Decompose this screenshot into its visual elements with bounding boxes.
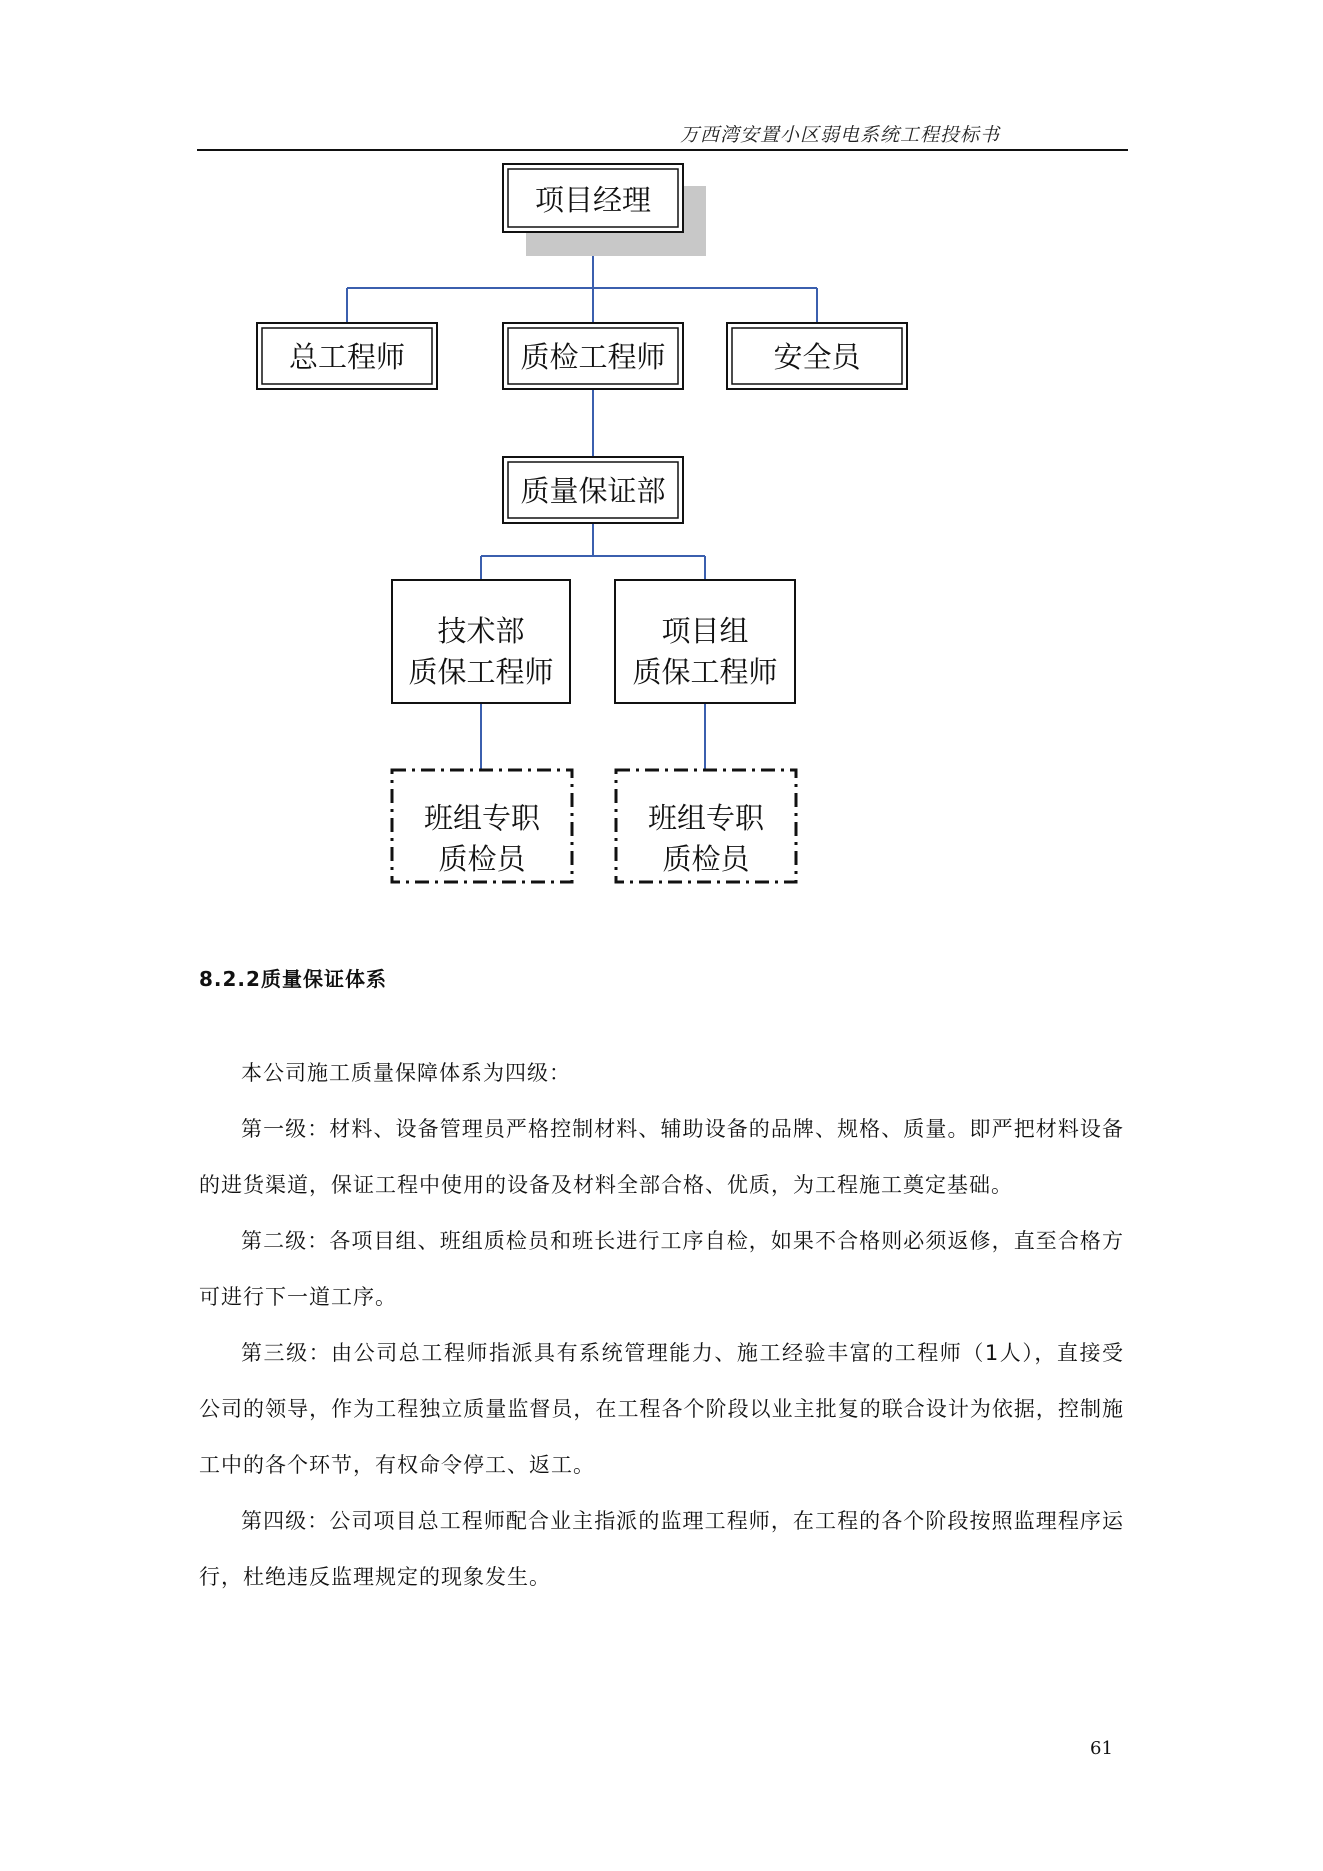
org-node-chief-engineer xyxy=(257,323,437,389)
org-node-label: 质检工程师 xyxy=(520,340,666,374)
org-node-label: 安全员 xyxy=(773,340,861,374)
org-node-project-team-qa-engineer xyxy=(615,580,795,703)
paragraph: 本公司施工质量保障体系为四级： xyxy=(241,1061,571,1085)
paragraph: 第四级：公司项目总工程师配合业主指派的监理工程师，在工程的各个阶段按照监理程序运行，杜绝违反监理规定的现象发生。 xyxy=(199,1509,1124,1589)
org-node-team-inspector-b xyxy=(616,770,796,882)
org-node-label: 质检员 xyxy=(662,842,750,876)
section-heading: 8.2.2质量保证体系 xyxy=(199,967,387,991)
org-node-project-manager xyxy=(503,164,706,256)
org-node-team-inspector-a xyxy=(392,770,572,882)
page-header-title: 万西湾安置小区弱电系统工程投标书 xyxy=(679,124,1000,146)
org-node-label: 班组专职 xyxy=(647,801,765,835)
org-node-label: 质检员 xyxy=(438,842,526,876)
org-node-label: 总工程师 xyxy=(288,340,406,374)
org-node-label: 质保工程师 xyxy=(632,655,778,689)
org-node-label: 项目经理 xyxy=(534,183,652,217)
org-node-qa-department xyxy=(503,457,683,523)
paragraph: 第一级：材料、设备管理员严格控制材料、辅助设备的品牌、规格、质量。即严把材料设备的进货渠道，保证工程中使用的设备及材料全部合格、优质，为工程施工奠定基础。 xyxy=(199,1117,1124,1197)
org-node-label: 质保工程师 xyxy=(408,655,554,689)
paragraph: 第三级：由公司总工程师指派具有系统管理能力、施工经验丰富的工程师（1人），直接受公司的领导，作为工程独立质量监督员，在工程各个阶段以业主批复的联合设计为依据，控制施工中的各个环节，有权命令停工、返工。 xyxy=(199,1341,1124,1477)
org-node-label: 技术部 xyxy=(437,614,525,648)
org-node-tech-dept-qa-engineer xyxy=(392,580,570,703)
section-body xyxy=(199,1045,1124,1605)
org-node-qc-engineer xyxy=(503,323,683,389)
paragraph: 第二级：各项目组、班组质检员和班长进行工序自检，如果不合格则必须返修，直至合格方可进行下一道工序。 xyxy=(199,1229,1124,1309)
org-node-label: 班组专职 xyxy=(423,801,541,835)
org-node-safety-officer xyxy=(727,323,907,389)
org-node-label: 项目组 xyxy=(661,614,749,648)
page-number: 61 xyxy=(1090,1738,1113,1759)
org-node-label: 质量保证部 xyxy=(520,474,666,508)
